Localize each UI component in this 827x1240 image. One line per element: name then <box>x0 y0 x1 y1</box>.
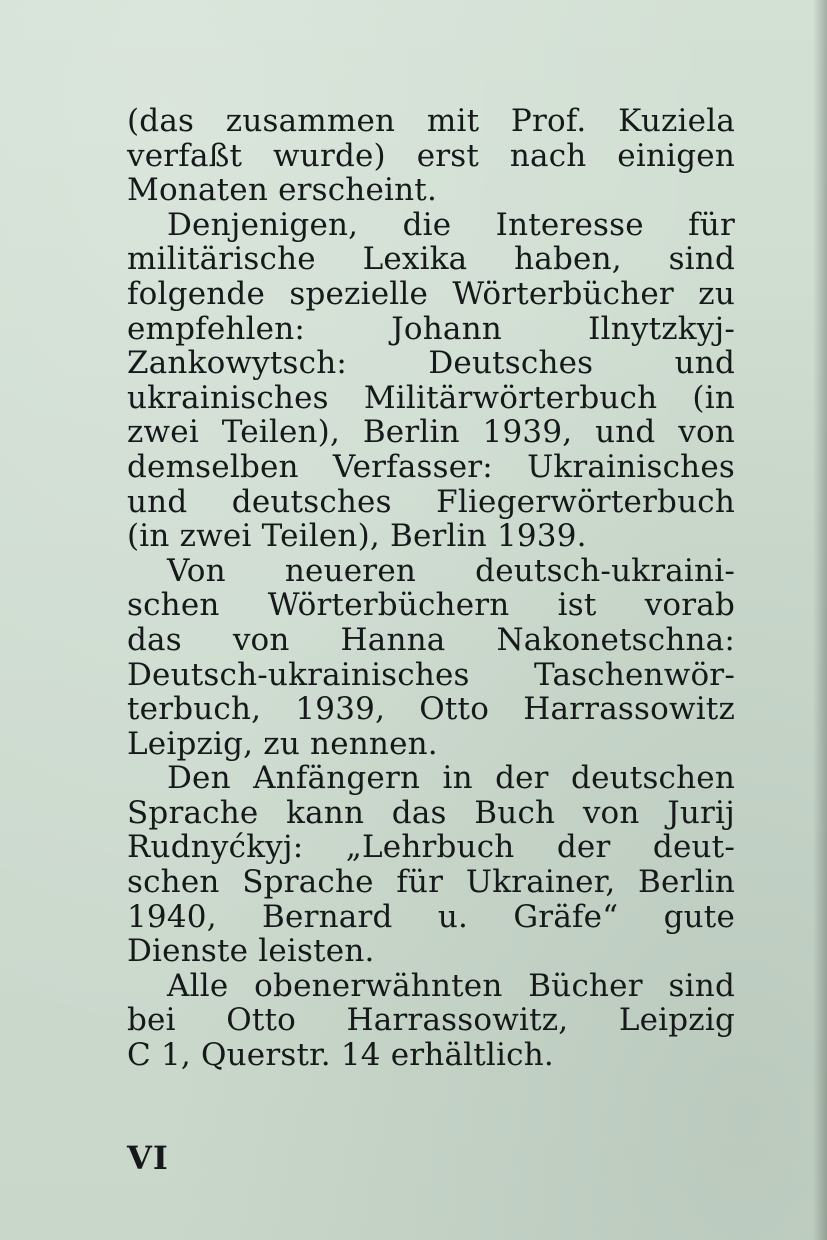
text-line: terbuch, 1939, Otto Harrassowitz <box>127 691 735 728</box>
text-line: Den Anfängern in der deutschen <box>167 760 735 797</box>
text-line: das von Hanna Nakonetschna: <box>127 621 735 658</box>
paragraph-1 <box>127 104 735 208</box>
text-line: Deutsch-ukrainisches Taschenwör- <box>127 656 735 693</box>
text-line: bei Otto Harrassowitz, Leipzig <box>127 1002 735 1039</box>
text-line: Leipzig, zu nennen. <box>127 725 438 762</box>
text-line: empfehlen: Johann Ilnytzkyj- <box>127 310 735 347</box>
text-line: Sprache kann das Buch von Jurij <box>127 794 735 831</box>
text-line: (in zwei Teilen), Berlin 1939. <box>127 518 587 555</box>
paragraph-4 <box>127 761 735 969</box>
page-number: VI <box>127 1139 169 1177</box>
text-line: Zankowytsch: Deutsches und <box>127 345 735 382</box>
page-edge-shadow <box>813 0 827 1240</box>
text-line: 1940, Bernard u. Gräfe“ gute <box>127 898 735 935</box>
text-line: (das zusammen mit Prof. Kuziela <box>127 103 735 139</box>
text-line: zwei Teilen), Berlin 1939, und von <box>127 414 735 451</box>
text-line: schen Sprache für Ukrainer, Berlin <box>127 864 735 901</box>
text-line: C 1, Querstr. 14 erhältlich. <box>127 1037 554 1074</box>
text-line: Monaten erscheint. <box>127 172 438 209</box>
body-text <box>127 104 735 1073</box>
text-line: militärische Lexika haben, sind <box>127 241 735 278</box>
text-line: folgende spezielle Wörterbücher zu <box>127 275 735 312</box>
text-line: verfaßt wurde) erst nach einigen <box>127 137 735 174</box>
paragraph-2 <box>127 208 735 554</box>
text-line: Rudnyćkyj: „Lehrbuch der deut- <box>127 829 735 866</box>
text-line: Von neueren deutsch-ukraini- <box>167 552 735 589</box>
text-line: schen Wörterbüchern ist vorab <box>127 587 735 624</box>
paragraph-3 <box>127 554 735 762</box>
text-line: Alle obenerwähnten Bücher sind <box>167 967 735 1004</box>
text-line: Dienste leisten. <box>127 933 375 970</box>
text-line: Denjenigen, die Interesse für <box>167 206 735 243</box>
text-line: demselben Verfasser: Ukrainisches <box>127 448 735 485</box>
text-line: ukrainisches Militärwörterbuch (in <box>127 379 735 416</box>
paragraph-5 <box>127 969 735 1073</box>
text-line: und deutsches Fliegerwörterbuch <box>127 483 735 520</box>
